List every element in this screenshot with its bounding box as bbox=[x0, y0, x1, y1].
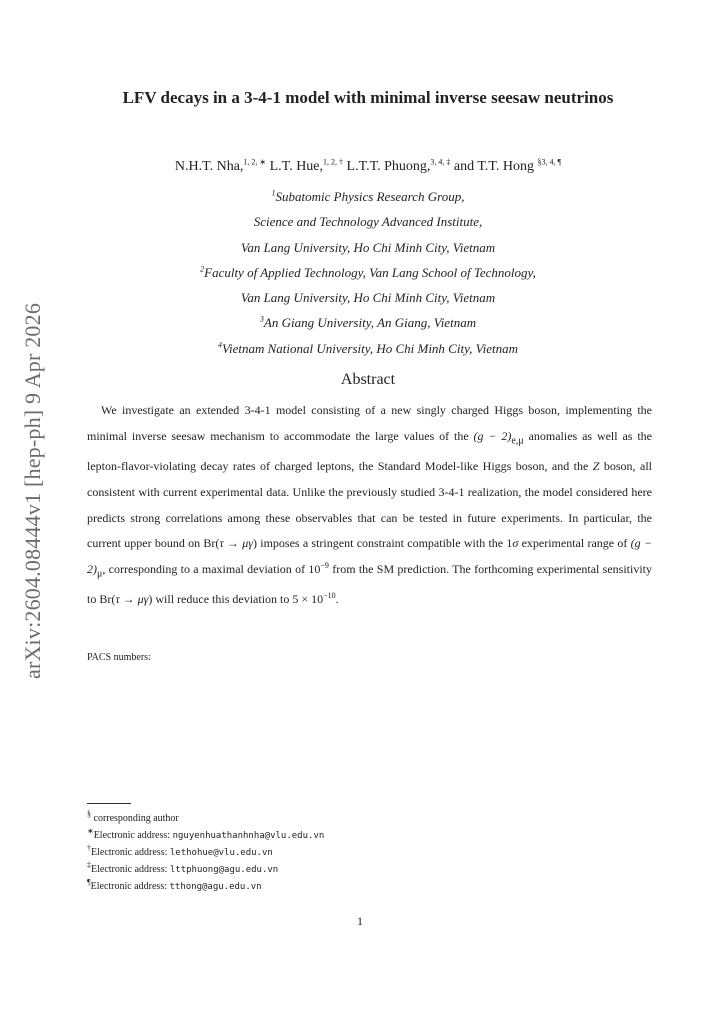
author-affiliation-marks: 1, 2, † bbox=[323, 157, 344, 167]
affiliation-line bbox=[80, 287, 656, 312]
footnote-email: lttphuong@agu.edu.vn bbox=[169, 865, 279, 875]
affiliation-line bbox=[80, 186, 656, 211]
footnote bbox=[87, 844, 324, 861]
affiliation-mark: 3 bbox=[259, 315, 264, 325]
footnote bbox=[87, 810, 324, 827]
pacs-numbers-label: PACS numbers: bbox=[87, 652, 151, 663]
footnote-label: Electronic address: bbox=[91, 847, 170, 858]
abstract-body bbox=[87, 398, 652, 613]
abstract-text: experimental range of bbox=[518, 536, 631, 551]
footnote-label: corresponding author bbox=[91, 813, 179, 824]
footnote-label: Electronic address: bbox=[91, 864, 170, 875]
page-number: 1 bbox=[357, 914, 363, 928]
author-name: N.H.T. Nha, bbox=[174, 159, 244, 174]
author-name: L.T.T. Phuong, bbox=[346, 159, 431, 174]
abstract-math-subscript: e,μ bbox=[511, 435, 524, 447]
abstract-math-exponent: −10 bbox=[323, 591, 336, 601]
footnote-email: tthong@agu.edu.vn bbox=[169, 882, 262, 892]
affiliation-line bbox=[80, 262, 656, 287]
arxiv-identifier-text: arXiv:2604.08444v1 [hep-ph] 9 Apr 2026 bbox=[20, 302, 45, 680]
affiliation-text: Subatomic Physics Research Group, bbox=[275, 189, 465, 204]
abstract-math: τ → μγ bbox=[115, 592, 149, 607]
affiliation-mark: 1 bbox=[271, 188, 276, 198]
abstract-text: , corresponding to a maximal deviation of 10 bbox=[102, 562, 321, 577]
author-affiliation-marks: 1, 2, ∗ bbox=[243, 157, 267, 167]
author-name: and T.T. Hong bbox=[453, 159, 534, 174]
affiliation-mark: 4 bbox=[218, 340, 223, 350]
abstract-math: Z bbox=[592, 458, 600, 473]
abstract-text: from the SM prediction. The forthcoming experimental sensitivity to Br( bbox=[87, 562, 653, 607]
affiliation-text: Science and Technology Advanced Institute, bbox=[253, 214, 483, 230]
footnote-label: Electronic address: bbox=[90, 881, 170, 892]
footnote bbox=[87, 827, 324, 844]
abstract-math: σ bbox=[512, 536, 519, 551]
affiliation-mark: 2 bbox=[200, 264, 205, 274]
footnote-mark: † bbox=[87, 843, 91, 853]
affiliation-text: Vietnam National University, Ho Chi Minh City, Vietnam bbox=[222, 340, 518, 356]
footnote-email: nguyenhuathanhnha@vlu.edu.vn bbox=[172, 831, 325, 841]
affiliation-text: Van Lang University, Ho Chi Minh City, Vietnam bbox=[240, 239, 496, 255]
affiliation-line bbox=[80, 312, 656, 337]
abstract-text: We investigate an extended 3-4-1 model consisting of a new singly charged Higgs boson, implementing the minimal inverse seesaw mechanism to accommodate the large values of the bbox=[87, 403, 652, 443]
affiliation-block bbox=[80, 186, 656, 363]
footnote-mark: ∗ bbox=[87, 826, 94, 836]
footnote-label: Electronic address: bbox=[93, 830, 173, 841]
author-list bbox=[80, 157, 656, 177]
abstract-math: (g − 2) bbox=[473, 428, 512, 443]
abstract-heading: Abstract bbox=[340, 371, 396, 388]
affiliation-line bbox=[80, 338, 656, 363]
abstract-math-subscript: μ bbox=[97, 568, 103, 580]
footnote-mark: § bbox=[87, 809, 91, 819]
abstract-math-exponent: −9 bbox=[320, 561, 329, 571]
affiliation-text: Faculty of Applied Technology, Van Lang School of Technology, bbox=[204, 264, 536, 280]
footnote bbox=[87, 861, 324, 878]
author-name: L.T. Hue, bbox=[269, 159, 324, 174]
author-affiliation-marks: §3, 4, ¶ bbox=[537, 157, 562, 167]
abstract-text: . bbox=[335, 592, 339, 607]
footnote-mark: ¶ bbox=[87, 877, 91, 887]
footnote-email: lethohue@vlu.edu.vn bbox=[169, 848, 273, 858]
footnote-mark: ‡ bbox=[87, 860, 91, 870]
abstract-text: boson, all consistent with current experimental data. Unlike the previously studied 3-4-1 realization, the model considered here predicts strong correlations among these observables that can be tested in future experiments. In particular, the current upper bound on Br( bbox=[87, 458, 652, 551]
footnote-divider bbox=[87, 803, 131, 804]
affiliation-line bbox=[80, 237, 656, 262]
abstract-math: τ → μγ bbox=[219, 536, 253, 551]
footnote bbox=[87, 878, 324, 895]
affiliation-text: An Giang University, An Giang, Vietnam bbox=[263, 315, 477, 331]
abstract-math: (g − 2) bbox=[87, 536, 653, 577]
author-affiliation-marks: 3, 4, ‡ bbox=[430, 157, 451, 167]
abstract-text: ) imposes a stringent constraint compatible with the 1 bbox=[252, 536, 513, 551]
affiliation-line bbox=[80, 211, 656, 236]
arxiv-identifier-stamp bbox=[16, 296, 50, 686]
abstract-text: anomalies as well as the lepton-flavor-violating decay rates of charged leptons, the Standard Model-like Higgs boson, and the bbox=[87, 428, 652, 473]
affiliation-text: Van Lang University, Ho Chi Minh City, Vietnam bbox=[240, 290, 496, 306]
paper-title: LFV decays in a 3-4-1 model with minimal inverse seesaw neutrinos bbox=[122, 88, 614, 107]
abstract-text: ) will reduce this deviation to 5 × 10 bbox=[148, 592, 324, 607]
footnote-block bbox=[87, 810, 324, 895]
